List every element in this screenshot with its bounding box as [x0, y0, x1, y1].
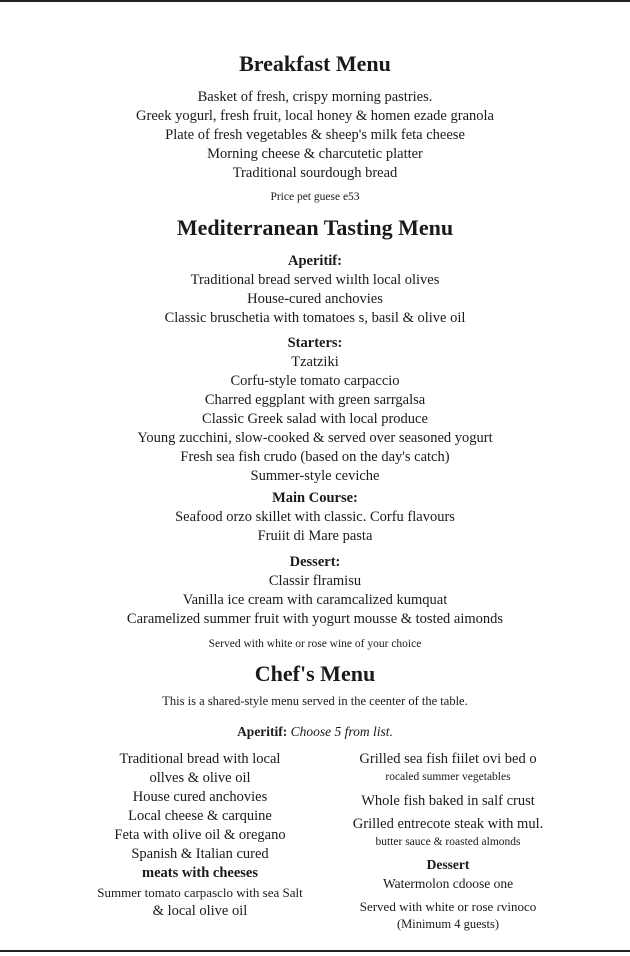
main-course-item: Seafood orzo skillet with classic. Corfu flavours [175, 509, 455, 525]
starter-item: Fresh sea fish crudo (based on the day's catch) [180, 449, 450, 465]
main-course-item: Fruiit di Mare pasta [257, 528, 373, 544]
breakfast-section-title [0, 50, 630, 78]
dessert-item: Classir flramisu [268, 573, 362, 589]
chef-right-item: Grilled entrecote steak with mul. [352, 816, 544, 832]
breakfast-item: Basket of fresh, crispy morning pastries. [197, 89, 433, 105]
chef-dessert-item: Watermolon cdoose one [382, 876, 514, 891]
tasting-title: Mediterranean Tasting Menu [176, 215, 454, 240]
starter-item: Corfu-style tomato carpaccio [230, 373, 400, 389]
starter-item: Summer-style ceviche [250, 468, 380, 484]
dessert-heading: Dessert: [289, 554, 341, 570]
chef-right-item: Whole fish baked in salf crust [361, 793, 535, 809]
tasting-wine-note: Served with white or rose wine of your choice [208, 638, 422, 650]
chef-aperitif-row [0, 722, 630, 741]
chef-left-item: Summer tomato carpasclo with sea Salt [97, 885, 303, 900]
chef-section-title [0, 660, 630, 688]
bottom-border [0, 950, 630, 952]
chef-left-item: ollves & olive oil [149, 770, 251, 786]
chef-title: Chef's Menu [254, 661, 376, 686]
breakfast-title: Breakfast Menu [239, 51, 391, 76]
tasting-dessert [0, 553, 630, 629]
chef-left-item: Feta with olive oil & oregano [114, 827, 286, 843]
breakfast-item: Morning cheese & charcutetic platter [207, 146, 423, 162]
main-course-heading: Main Course: [272, 490, 358, 506]
starter-item: Charred eggplant with green sarrgalsa [204, 392, 426, 408]
breakfast-price-row [0, 189, 630, 205]
aperitif-item: Traditional bread served wiılth local olives [190, 272, 440, 288]
chef-left-item: Spanish & Italian cured [131, 846, 269, 862]
tasting-wine-note-row [0, 636, 630, 652]
aperitif-item: House-cured anchovies [247, 291, 383, 307]
breakfast-item: Traditional sourdough bread [232, 165, 398, 181]
starter-item: Classic Greek salad with local produce [202, 411, 428, 427]
chef-guests-note: (Minimum 4 guests) [396, 917, 500, 931]
chef-right-item-detail: rocaled summer vegetables [385, 771, 511, 783]
aperitif-heading: Aperitif: [288, 253, 342, 269]
chef-right-item-detail: butter sauce & roasted almonds [375, 836, 521, 848]
chef-left-item: Traditional bread with local [119, 751, 281, 767]
chef-right-item: Grilled sea fish fiilet ovi bed o [359, 751, 537, 767]
chef-left-item: Local cheese & carquine [128, 808, 272, 824]
chef-dessert-heading: Dessert [426, 857, 470, 872]
starter-item: Tzatziki [291, 354, 339, 370]
breakfast-price: Price pet guese e53 [270, 191, 360, 203]
chef-left-item: meats with cheeses [142, 865, 258, 881]
tasting-main-course [0, 489, 630, 546]
chef-aperitif-label: Aperitif: [237, 724, 288, 739]
chef-wine-note: Served with white or rose ɾvinoco [359, 899, 537, 914]
starters-heading: Starters: [287, 335, 343, 351]
aperitif-item: Classic bruschetia with tomatoes s, basil & olive oil [164, 310, 466, 326]
starter-item: Young zucchini, slow-cooked & served over seasoned yogurt [137, 430, 493, 446]
chef-aperitif-note: Choose 5 from list. [290, 724, 393, 739]
chef-intro: This is a shared-style menu served in the ceenter of the table. [162, 694, 468, 708]
tasting-section-title [0, 214, 630, 242]
tasting-aperitif [0, 252, 630, 328]
chef-right-column [333, 750, 563, 933]
breakfast-item: Greek yogurl, fresh fruit, local honey & homen ezade granola [136, 108, 494, 124]
chef-left-item: House cured anchovies [132, 789, 268, 805]
top-border [0, 0, 630, 2]
chef-left-item: & local olive oil [152, 903, 248, 919]
breakfast-item: Plate of fresh vegetables & sheep's milk feta cheese [165, 127, 465, 143]
chef-intro-row [0, 693, 630, 709]
dessert-item: Caramelized summer fruit with yogurt mousse & tosted aimonds [126, 611, 504, 627]
chef-left-column [85, 750, 315, 921]
tasting-starters [0, 334, 630, 486]
breakfast-items [0, 88, 630, 183]
dessert-item: Vanilla ice cream with caramcalized kumquat [182, 592, 448, 608]
